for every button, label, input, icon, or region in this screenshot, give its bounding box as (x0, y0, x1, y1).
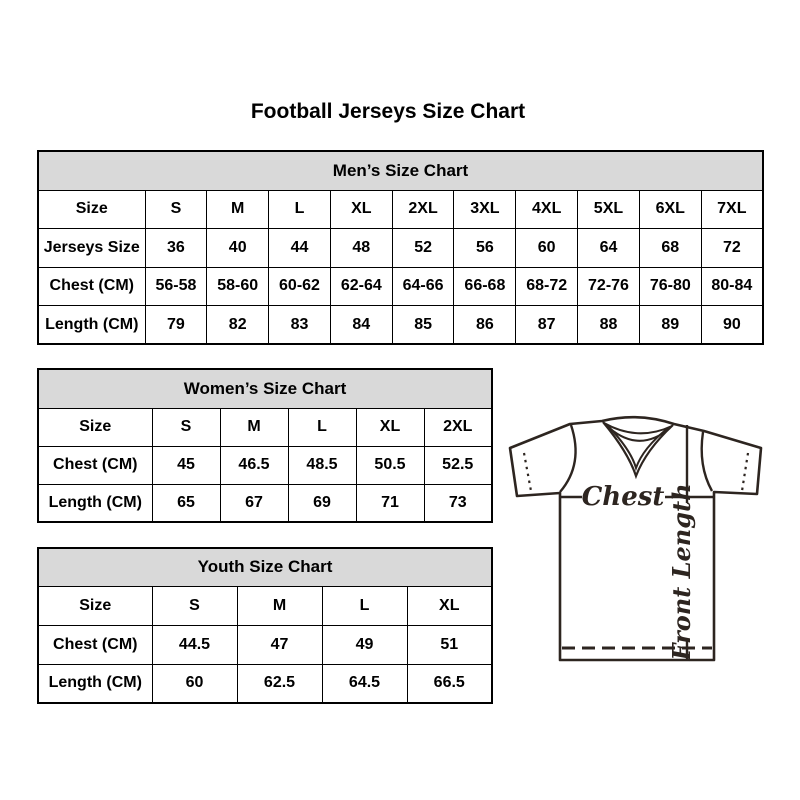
data-cell: 64.5 (322, 664, 407, 703)
jersey-measurement-diagram (504, 398, 770, 676)
data-cell: 49 (322, 625, 407, 664)
table-row (38, 306, 763, 345)
table-row (38, 229, 763, 268)
data-cell: 46.5 (220, 446, 288, 484)
right-sleeve-seam (702, 432, 712, 491)
data-cell: 47 (237, 625, 322, 664)
data-cell: S (152, 408, 220, 446)
data-cell: 68 (639, 229, 701, 268)
data-cell: 76-80 (639, 267, 701, 306)
data-cell: 6XL (639, 190, 701, 229)
data-cell: 48.5 (288, 446, 356, 484)
data-cell: 89 (639, 306, 701, 345)
data-cell: 44.5 (152, 625, 237, 664)
jersey-diagram-svg (504, 398, 770, 676)
front-length-label: Front Length (667, 483, 696, 661)
data-cell: 86 (454, 306, 516, 345)
table-row (38, 446, 492, 484)
table-row (38, 408, 492, 446)
row-header-cell: Length (CM) (38, 664, 152, 703)
data-cell: 2XL (392, 190, 454, 229)
data-cell: 72 (701, 229, 763, 268)
data-cell: 56 (454, 229, 516, 268)
data-cell: 71 (356, 484, 424, 522)
data-cell: 51 (407, 625, 492, 664)
data-cell: 2XL (424, 408, 492, 446)
row-header-cell: Size (38, 408, 152, 446)
right-cuff-dashes (742, 453, 748, 491)
row-header-cell: Chest (CM) (38, 267, 145, 306)
data-cell: 60 (516, 229, 578, 268)
womens-size-chart-table (37, 368, 493, 523)
row-header-cell: Size (38, 586, 152, 625)
data-cell: 64 (578, 229, 640, 268)
table-row (38, 267, 763, 306)
youth-table-title: Youth Size Chart (38, 548, 492, 586)
page-title: Football Jerseys Size Chart (250, 100, 526, 123)
data-cell: 60 (152, 664, 237, 703)
data-cell: 66.5 (407, 664, 492, 703)
mens-table-title: Men’s Size Chart (38, 151, 763, 190)
data-cell: 62.5 (237, 664, 322, 703)
table-row (38, 484, 492, 522)
row-header-cell: Chest (CM) (38, 625, 152, 664)
data-cell: 82 (207, 306, 269, 345)
data-cell: 73 (424, 484, 492, 522)
data-cell: L (322, 586, 407, 625)
youth-size-chart-table (37, 547, 493, 704)
row-header-cell: Length (CM) (38, 306, 145, 345)
left-cuff-dashes (524, 453, 531, 491)
data-cell: 58-60 (207, 267, 269, 306)
data-cell: 67 (220, 484, 288, 522)
table-row (38, 586, 492, 625)
data-cell: 83 (269, 306, 331, 345)
data-cell: XL (330, 190, 392, 229)
data-cell: 36 (145, 229, 207, 268)
data-cell: XL (356, 408, 424, 446)
shirt-outline (510, 417, 761, 660)
data-cell: 72-76 (578, 267, 640, 306)
data-cell: M (220, 408, 288, 446)
data-cell: 68-72 (516, 267, 578, 306)
data-cell: M (237, 586, 322, 625)
data-cell: 62-64 (330, 267, 392, 306)
chest-label: Chest (581, 482, 665, 512)
mens-size-chart-table (37, 150, 764, 345)
data-cell: 52 (392, 229, 454, 268)
data-cell: 3XL (454, 190, 516, 229)
data-cell: 69 (288, 484, 356, 522)
data-cell: 80-84 (701, 267, 763, 306)
data-cell: S (145, 190, 207, 229)
data-cell: L (288, 408, 356, 446)
data-cell: 4XL (516, 190, 578, 229)
data-cell: 60-62 (269, 267, 331, 306)
data-cell: XL (407, 586, 492, 625)
data-cell: 64-66 (392, 267, 454, 306)
data-cell: 88 (578, 306, 640, 345)
womens-table-title: Women’s Size Chart (38, 369, 492, 408)
row-header-cell: Length (CM) (38, 484, 152, 522)
data-cell: 87 (516, 306, 578, 345)
data-cell: 40 (207, 229, 269, 268)
data-cell: S (152, 586, 237, 625)
row-header-cell: Size (38, 190, 145, 229)
data-cell: 90 (701, 306, 763, 345)
table-row (38, 190, 763, 229)
data-cell: 85 (392, 306, 454, 345)
data-cell: 50.5 (356, 446, 424, 484)
data-cell: 52.5 (424, 446, 492, 484)
data-cell: 84 (330, 306, 392, 345)
left-sleeve-seam (560, 425, 576, 492)
data-cell: 45 (152, 446, 220, 484)
data-cell: 48 (330, 229, 392, 268)
row-header-cell: Jerseys Size (38, 229, 145, 268)
data-cell: 56-58 (145, 267, 207, 306)
table-row (38, 664, 492, 703)
data-cell: 66-68 (454, 267, 516, 306)
data-cell: 65 (152, 484, 220, 522)
data-cell: 5XL (578, 190, 640, 229)
data-cell: L (269, 190, 331, 229)
data-cell: 44 (269, 229, 331, 268)
row-header-cell: Chest (CM) (38, 446, 152, 484)
data-cell: 79 (145, 306, 207, 345)
data-cell: 7XL (701, 190, 763, 229)
table-row (38, 625, 492, 664)
data-cell: M (207, 190, 269, 229)
